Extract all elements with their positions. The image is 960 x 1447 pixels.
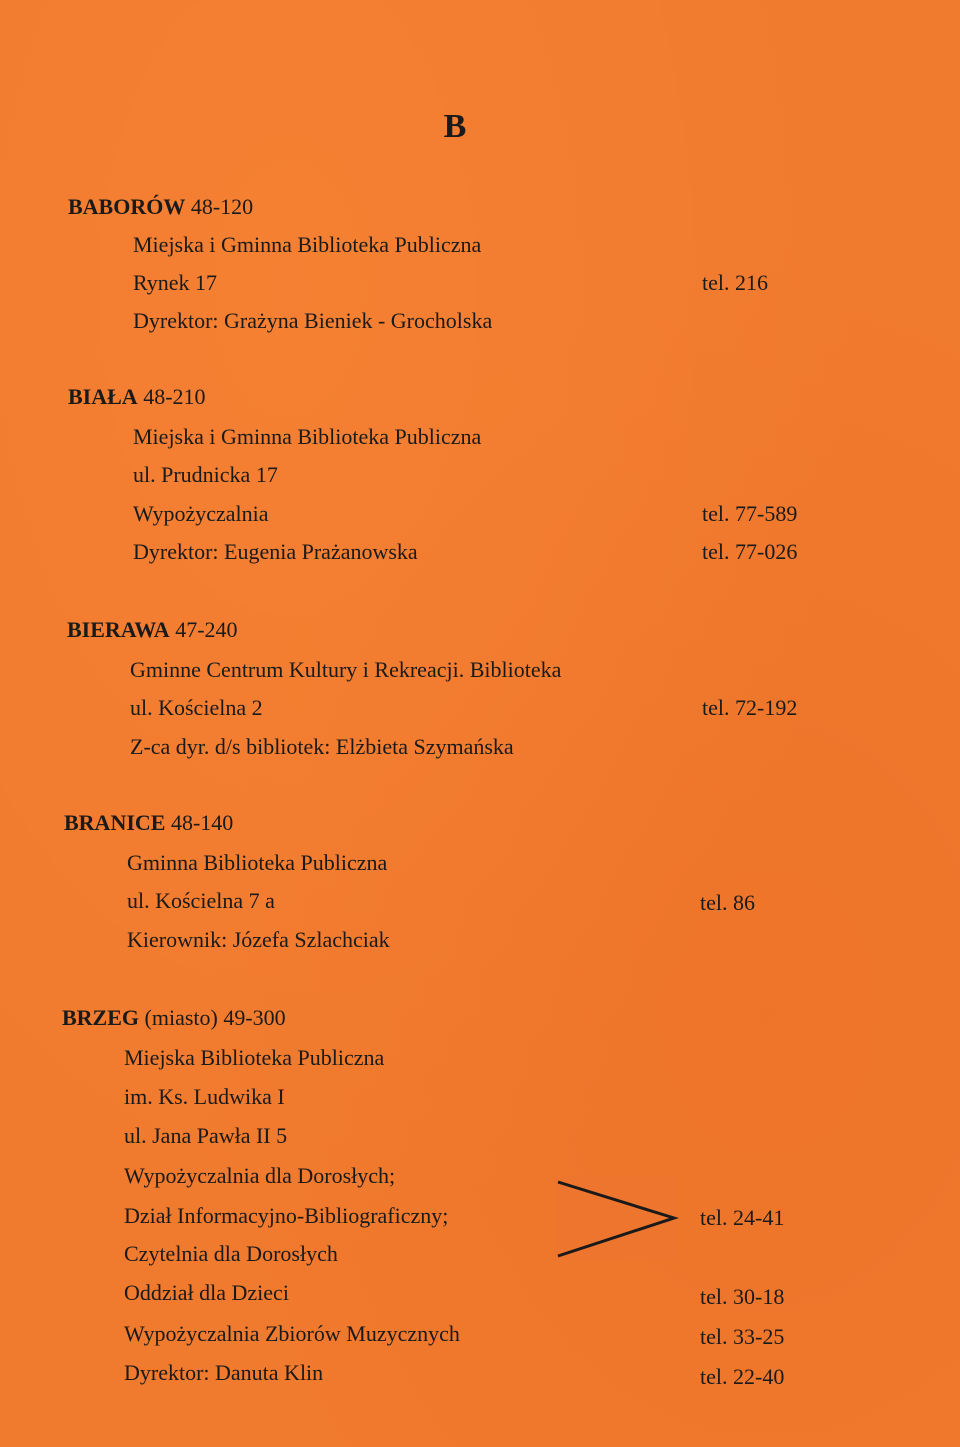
phone-number: tel. 22-40: [700, 1364, 785, 1389]
department: Wypożyczalnia Zbiorów Muzycznych: [124, 1321, 460, 1346]
phone-number: tel. 77-026: [702, 539, 798, 564]
library-name: Gminna Biblioteka Publiczna: [127, 850, 388, 875]
department: Wypożyczalnia dla Dorosłych;: [124, 1163, 396, 1188]
library-name: Miejska i Gminna Biblioteka Publiczna: [133, 232, 482, 257]
department: Dział Informacyjno-Bibliograficzny;: [124, 1203, 449, 1228]
phone-number: tel. 86: [700, 890, 755, 915]
town-name: BIAŁA: [68, 384, 138, 409]
library-name: Miejska Biblioteka Publiczna: [124, 1045, 385, 1070]
entry-heading: [68, 378, 206, 416]
postal-code: 48-140: [170, 810, 234, 835]
director: Dyrektor: Danuta Klin: [124, 1360, 324, 1385]
director: Kierownik: Józefa Szlachciak: [127, 927, 390, 952]
phone-number: tel. 24-41: [700, 1205, 785, 1230]
grouping-bracket-icon: [552, 1172, 682, 1264]
phone-number: tel. 72-192: [702, 695, 798, 720]
department: Wypożyczalnia: [133, 501, 269, 526]
postal-code: 47-240: [175, 617, 238, 642]
department: Oddział dla Dzieci: [124, 1280, 289, 1305]
director: Dyrektor: Eugenia Prażanowska: [133, 539, 418, 564]
town-name: BRZEG: [62, 1005, 140, 1030]
address: ul. Prudnicka 17: [133, 462, 278, 487]
address: Rynek 17: [133, 270, 218, 295]
director: Z-ca dyr. d/s bibliotek: Elżbieta Szymańska: [130, 734, 514, 759]
town-name: BRANICE: [64, 810, 166, 835]
section-letter: B: [443, 108, 467, 145]
town-name: BABORÓW: [68, 194, 186, 219]
library-name: Miejska i Gminna Biblioteka Publiczna: [133, 424, 482, 449]
phone-number: tel. 30-18: [700, 1284, 785, 1309]
entry-heading: [67, 611, 238, 649]
address: ul. Kościelna 7 a: [127, 888, 275, 913]
postal-code: 48-120: [190, 194, 254, 219]
address: ul. Kościelna 2: [130, 695, 263, 720]
entry-heading: [68, 188, 253, 226]
library-name: Gminne Centrum Kultury i Rekreacji. Biblioteka: [130, 657, 562, 682]
department: Czytelnia dla Dorosłych: [124, 1241, 338, 1266]
address: ul. Jana Pawła II 5: [124, 1123, 288, 1148]
entry-heading: [62, 999, 286, 1037]
postal-code: (miasto) 49-300: [144, 1005, 286, 1030]
phone-number: tel. 77-589: [702, 501, 798, 526]
town-name: BIERAWA: [67, 617, 170, 642]
postal-code: 48-210: [143, 384, 206, 409]
phone-number: tel. 216: [702, 270, 768, 295]
library-patron: im. Ks. Ludwika I: [124, 1084, 285, 1109]
director: Dyrektor: Grażyna Bieniek - Grocholska: [133, 308, 493, 333]
entry-heading: [64, 804, 233, 842]
phone-number: tel. 33-25: [700, 1324, 785, 1349]
